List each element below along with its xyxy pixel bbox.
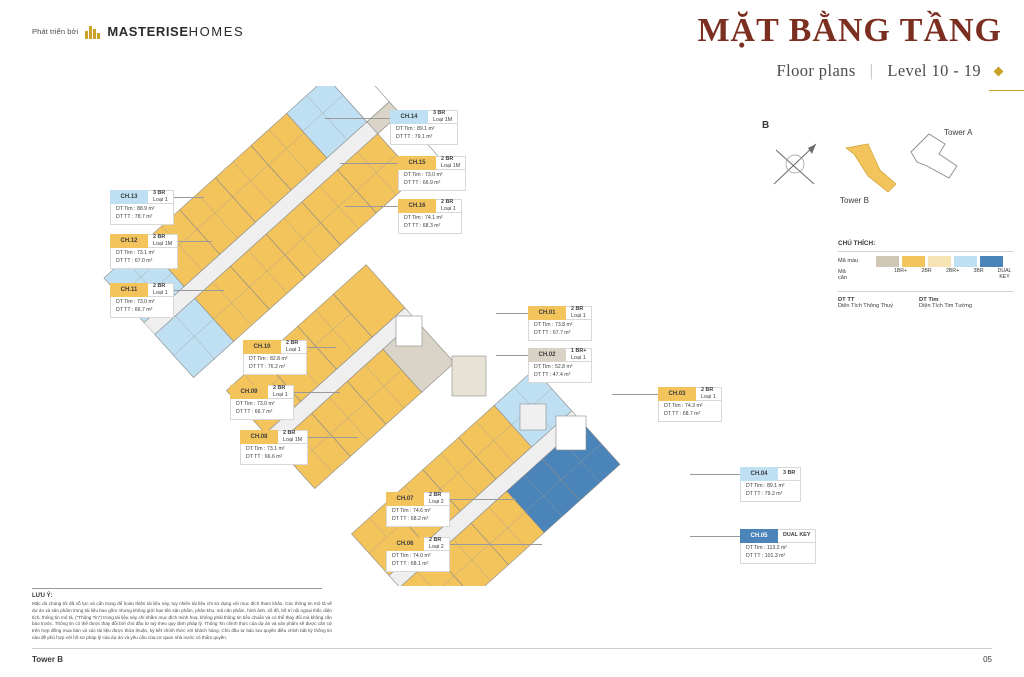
- unit-type-block: [778, 529, 816, 543]
- compass-rose-icon: [762, 120, 828, 196]
- unit-areas: [398, 170, 466, 191]
- unit-area-tt: DT TT : 78.7 m²: [116, 213, 153, 220]
- unit-callout-ch-11[interactable]: [110, 283, 174, 318]
- subtitle-floorplans: Floor plans: [776, 61, 856, 81]
- unit-areas: [243, 354, 307, 375]
- leader-line: [612, 394, 658, 395]
- legend-swatch-1br-plus: [876, 256, 899, 267]
- unit-bedroom-type: DUAL KEY: [783, 532, 811, 539]
- unit-area-tt: DT TT : 66.6 m²: [246, 453, 283, 460]
- unit-type-block: [268, 385, 294, 399]
- unit-bedroom-type: 1 BR+: [571, 347, 587, 354]
- subtitle-separator: |: [869, 61, 874, 81]
- unit-type-block: [428, 110, 458, 124]
- page-title: MẶT BẰNG TẦNG: [697, 12, 1002, 49]
- unit-bedroom-type: 2 BR: [273, 384, 286, 391]
- unit-area-tim: DT Tim : 82.8 m²: [249, 356, 288, 362]
- unit-type-block: [278, 430, 308, 444]
- unit-bedroom-type: 2 BR: [571, 305, 584, 312]
- leader-line: [325, 118, 391, 119]
- unit-code: CH.13: [110, 190, 148, 204]
- unit-callout-ch-05[interactable]: [740, 529, 816, 564]
- unit-type-block: [566, 306, 592, 320]
- unit-bedroom-type: 2 BR: [283, 429, 296, 436]
- tower-a-keyplan-icon: [905, 132, 975, 189]
- legend-swatch-labels: [889, 269, 1016, 281]
- unit-callout-ch-06[interactable]: [386, 537, 450, 572]
- header-rule: [989, 90, 1024, 91]
- unit-area-tim: DT Tim : 89.1 m²: [746, 483, 785, 489]
- leader-line: [690, 536, 740, 537]
- unit-type-block: [281, 340, 307, 354]
- masterise-bars-logo-icon: [85, 24, 100, 39]
- disclaimer-note: [32, 588, 332, 642]
- unit-code: CH.05: [740, 529, 778, 543]
- note-title: LƯU Ý:: [32, 592, 53, 599]
- legend-swatch-label-0: 1BR+: [893, 267, 908, 274]
- unit-callout-ch-07[interactable]: [386, 492, 450, 527]
- diamond-accent-icon: [994, 66, 1004, 76]
- unit-code: CH.10: [243, 340, 281, 354]
- unit-bedroom-type: 2 BR: [429, 536, 442, 543]
- unit-variant: Loại 1: [273, 392, 288, 398]
- legend-swatches: [876, 256, 1003, 267]
- unit-type-block: [778, 467, 801, 481]
- leader-line: [288, 392, 340, 393]
- unit-type-block: [566, 348, 592, 362]
- unit-code: CH.07: [386, 492, 424, 506]
- unit-area-tim: DT Tim : 74.1 m²: [404, 215, 443, 221]
- legend-def-dttim: [919, 297, 972, 309]
- unit-areas: [110, 297, 174, 318]
- unit-variant: Loại 1: [571, 355, 586, 361]
- unit-area-tim: DT Tim : 52.8 m²: [534, 364, 573, 370]
- legend-def-dttim-desc: Diện Tích Tim Tường: [919, 303, 972, 310]
- unit-areas: [740, 481, 801, 502]
- unit-area-tt: DT TT : 101.3 m²: [746, 552, 786, 559]
- leader-line: [345, 206, 398, 207]
- unit-code: CH.02: [528, 348, 566, 362]
- unit-area-tt: DT TT : 68.7 m²: [664, 410, 701, 417]
- unit-area-tim: DT Tim : 73.0 m²: [236, 401, 275, 407]
- unit-area-tim: DT Tim : 73.1 m²: [116, 250, 155, 256]
- unit-area-tt: DT TT : 66.7 m²: [236, 408, 273, 415]
- unit-callout-ch-03[interactable]: [658, 387, 722, 422]
- unit-type-block: [424, 492, 450, 506]
- unit-area-tim: DT Tim : 73.0 m²: [116, 299, 155, 305]
- unit-code: CH.03: [658, 387, 696, 401]
- unit-bedroom-type: 2 BR: [441, 198, 454, 205]
- leader-line: [690, 474, 740, 475]
- unit-area-tim: DT Tim : 88.9 m²: [116, 206, 155, 212]
- unit-code: CH.15: [398, 156, 436, 170]
- unit-type-block: [424, 537, 450, 551]
- legend-label-macolor: Mã màu: [838, 258, 859, 265]
- unit-callout-ch-02[interactable]: [528, 348, 592, 383]
- unit-bedroom-type: 2 BR: [153, 233, 166, 240]
- unit-area-tim: DT Tim : 74.0 m²: [392, 553, 431, 559]
- brand-logo: [32, 24, 244, 39]
- legend-swatch-label-2: 2BR+: [945, 267, 960, 274]
- unit-areas: [386, 506, 450, 527]
- unit-bedroom-type: 3 BR: [153, 189, 166, 196]
- unit-type-block: [436, 199, 462, 213]
- footer-page-number: 05: [983, 655, 992, 664]
- unit-areas: [528, 362, 592, 383]
- unit-area-tim: DT Tim : 73.1 m²: [246, 446, 285, 452]
- note-divider: [32, 588, 322, 589]
- header-subtitle-row: [697, 61, 1002, 81]
- unit-variant: Loại 1M: [283, 437, 303, 443]
- unit-areas: [658, 401, 722, 422]
- legend-divider-2: [838, 291, 1014, 292]
- legend-area-defs: [838, 297, 1014, 309]
- unit-bedroom-type: 2 BR: [153, 282, 166, 289]
- unit-area-tt: DT TT : 66.7 m²: [116, 306, 153, 313]
- legend-panel: [838, 240, 1014, 309]
- legend-swatch-label-1: 2BR: [921, 267, 932, 274]
- unit-areas: [230, 399, 294, 420]
- unit-areas: [386, 551, 450, 572]
- unit-area-tt: DT TT : 79.2 m²: [746, 490, 783, 497]
- unit-type-block: [696, 387, 722, 401]
- unit-callout-ch-09[interactable]: [230, 385, 294, 420]
- legend-divider: [838, 251, 1014, 252]
- unit-type-block: [148, 283, 174, 297]
- legend-row-color: [838, 256, 1014, 267]
- unit-variant: Loại 1M: [441, 163, 461, 169]
- legend-def-dttt-desc: Diện Tích Thông Thuỷ: [838, 303, 894, 310]
- legend-swatch-dual-key: [980, 256, 1003, 267]
- unit-area-tim: DT Tim : 73.0 m²: [404, 172, 443, 178]
- legend-swatch-label-3: 3BR: [973, 267, 984, 274]
- unit-variant: Loại 2: [429, 499, 444, 505]
- unit-type-block: [436, 156, 466, 170]
- legend-swatch-3br: [954, 256, 977, 267]
- unit-callout-ch-15[interactable]: [398, 156, 466, 191]
- brand-name-light: HOMES: [188, 24, 245, 39]
- footer-tower-label: Tower B: [32, 655, 63, 664]
- legend-row-code: [838, 269, 1014, 281]
- unit-areas: [390, 124, 458, 145]
- footer-divider: [32, 648, 992, 649]
- leader-line: [444, 544, 542, 545]
- unit-callout-ch-10[interactable]: [243, 340, 307, 375]
- legend-def-dttim-code: DT Tim: [919, 297, 939, 304]
- unit-code: CH.16: [398, 199, 436, 213]
- leader-line: [496, 313, 528, 314]
- unit-areas: [398, 213, 462, 234]
- unit-variant: Loại 1: [571, 313, 586, 319]
- unit-callout-ch-12[interactable]: [110, 234, 178, 269]
- header-titles: [697, 12, 1002, 81]
- note-body: Mặc dù chúng tôi đã nỗ lực và cẩn trọng để hoàn thiện tài liệu này, tuy nhiên tài liệu chỉ sử dụng với mục đích tham khảo. Các thông tin mô tả về dự án và sản phẩm trong tài liệu bao gồm nhưng không giới hạn tên sản phẩm, phân khu, mã căn phẩm, hình ảnh, số đồ, bố trí nội ngoại thất, diện tích, thông tin mô tả, ("Thông Tin") trong tài liệu này chỉ nhằm mục đích minh hoạ, không phải thông tin tiêu chuẩn và có thể thay đổi mà không cần báo trước. Thông tin có thể được thay đổi bởi chủ đầu tư tuỳ theo quy định pháp lý. Thông Tin chính thức của dự án và sản phẩm sẽ được căn cứ trên hợp đồng mua bán và các tài liệu được thừa thuận, ký kết chính thức với khách hàng. Chủ đầu tư bảo lưu quyền điều chỉnh bất kỳ thông tin nào đề phù hợp với hồ sơ pháp lý của dự án và yêu cầu của cơ quan nhà nước có thẩm quyền.: [32, 600, 332, 641]
- unit-area-tt: DT TT : 67.7 m²: [534, 329, 571, 336]
- legend-title: CHÚ THÍCH:: [838, 240, 876, 247]
- unit-area-tt: DT TT : 68.1 m²: [392, 560, 429, 567]
- unit-area-tt: DT TT : 67.0 m²: [116, 257, 153, 264]
- unit-bedroom-type: 3 BR: [783, 470, 796, 477]
- subtitle-level: Level 10 - 19: [887, 61, 981, 81]
- unit-area-tt: DT TT : 68.3 m²: [404, 222, 441, 229]
- unit-type-block: [148, 190, 174, 204]
- legend-swatch-label-4: DUAL KEY: [997, 267, 1012, 280]
- legend-def-dttt-code: DT TT: [838, 297, 855, 304]
- unit-variant: Loại 1: [701, 394, 716, 400]
- legend-label-macan: Mã căn: [838, 268, 848, 281]
- unit-bedroom-type: 2 BR: [286, 339, 299, 346]
- leader-line: [444, 499, 516, 500]
- unit-code: CH.06: [386, 537, 424, 551]
- unit-area-tt: DT TT : 76.2 m²: [249, 363, 286, 370]
- unit-areas: [528, 320, 592, 341]
- unit-callout-ch-01[interactable]: [528, 306, 592, 341]
- leader-line: [496, 355, 528, 356]
- unit-area-tt: DT TT : 79.1 m²: [396, 133, 433, 140]
- brand-pretext: Phát triển bởi: [32, 27, 79, 36]
- unit-code: CH.11: [110, 283, 148, 297]
- legend-swatch-2br-plus: [928, 256, 951, 267]
- unit-callout-ch-13[interactable]: [110, 190, 174, 225]
- unit-callout-ch-16[interactable]: [398, 199, 462, 234]
- unit-callout-ch-14[interactable]: [390, 110, 458, 145]
- unit-bedroom-type: 2 BR: [441, 155, 454, 162]
- unit-variant: Loại 1: [153, 290, 168, 296]
- unit-code: CH.14: [390, 110, 428, 124]
- unit-variant: Loại 1M: [433, 117, 453, 123]
- compass-north-label: B: [762, 120, 770, 131]
- unit-bedroom-type: 2 BR: [429, 491, 442, 498]
- unit-type-block: [148, 234, 178, 248]
- unit-bedroom-type: 3 BR: [433, 109, 446, 116]
- unit-code: CH.04: [740, 467, 778, 481]
- unit-callout-ch-04[interactable]: [740, 467, 801, 502]
- unit-code: CH.09: [230, 385, 268, 399]
- unit-area-tt: DT TT : 47.4 m²: [534, 371, 571, 378]
- legend-swatch-2br: [902, 256, 925, 267]
- unit-bedroom-type: 2 BR: [701, 386, 714, 393]
- unit-areas: [240, 444, 308, 465]
- unit-area-tim: DT Tim : 74.3 m²: [664, 403, 703, 409]
- unit-areas: [740, 543, 816, 564]
- leader-line: [340, 163, 398, 164]
- unit-variant: Loại 1: [286, 347, 301, 353]
- unit-code: CH.08: [240, 430, 278, 444]
- unit-areas: [110, 204, 174, 225]
- unit-variant: Loại 1: [441, 206, 456, 212]
- tower-b-label: Tower B: [840, 196, 869, 205]
- unit-variant: Loại 1M: [153, 241, 173, 247]
- unit-area-tim: DT Tim : 113.2 m²: [746, 545, 788, 551]
- unit-area-tim: DT Tim : 74.6 m²: [392, 508, 431, 514]
- unit-code: CH.12: [110, 234, 148, 248]
- unit-variant: Loại 2: [429, 544, 444, 550]
- leader-line: [166, 290, 224, 291]
- unit-area-tim: DT Tim : 89.1 m²: [396, 126, 435, 132]
- tower-b-keyplan-icon: [840, 142, 910, 199]
- tower-a-label: Tower A: [944, 128, 973, 137]
- unit-areas: [110, 248, 178, 269]
- legend-def-dttt: [838, 297, 893, 309]
- floor-plan-drawing: [0, 86, 760, 586]
- unit-area-tim: DT Tim : 73.8 m²: [534, 322, 573, 328]
- unit-area-tt: DT TT : 68.2 m²: [392, 515, 429, 522]
- unit-variant: Loại 1: [153, 197, 168, 203]
- brand-name-bold: MASTERISE: [107, 24, 189, 39]
- unit-callout-ch-08[interactable]: [240, 430, 308, 465]
- brand-name: [107, 24, 244, 39]
- unit-code: CH.01: [528, 306, 566, 320]
- unit-area-tt: DT TT : 66.9 m²: [404, 179, 441, 186]
